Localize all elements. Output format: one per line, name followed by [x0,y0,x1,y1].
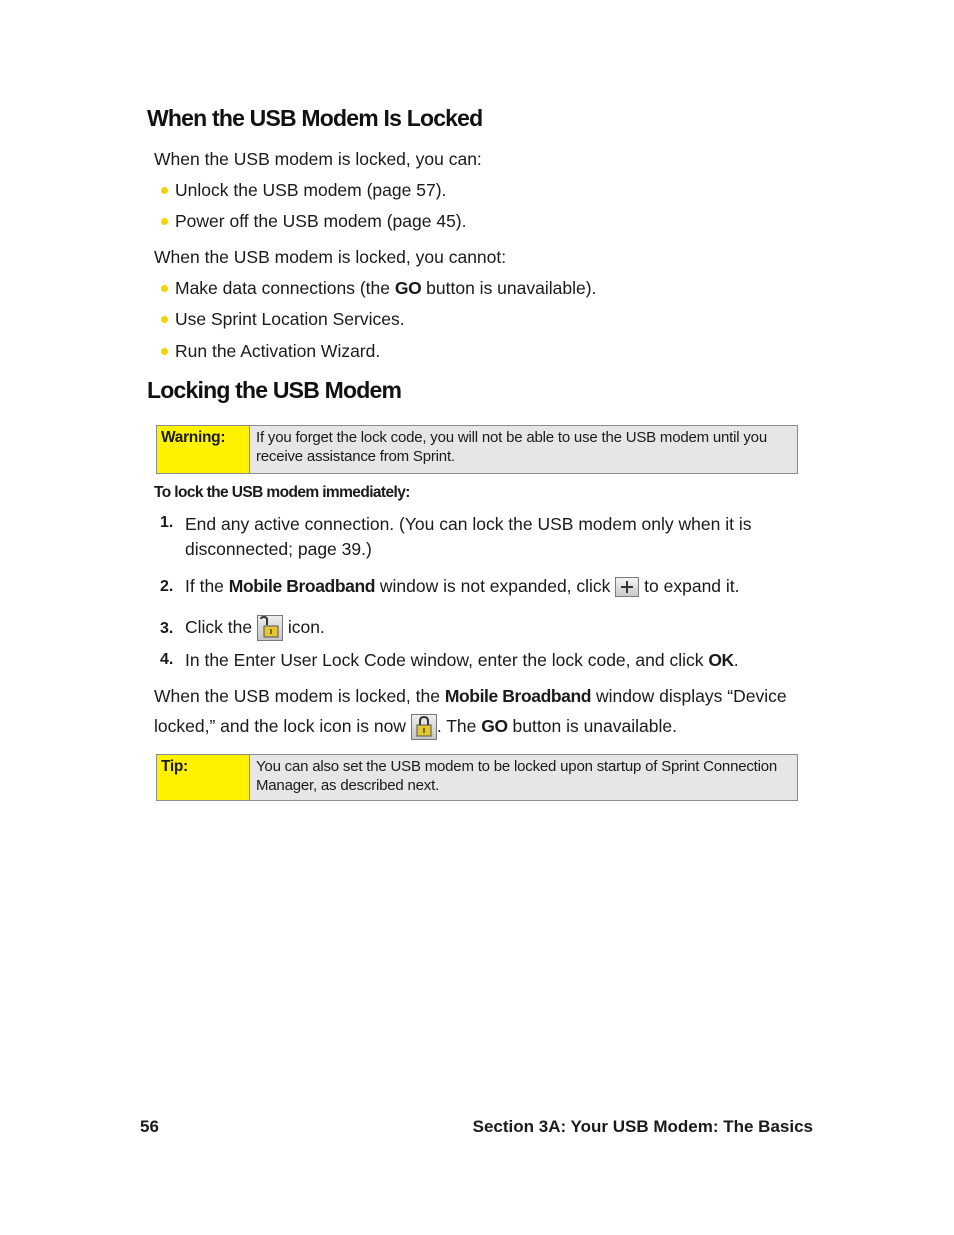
unlocked-padlock-icon[interactable] [257,615,283,641]
bullet-icon [161,187,168,194]
result-line-1: When the USB modem is locked, the Mobile Broadband window displays “Device [154,686,787,706]
cannot-item-2: Use Sprint Location Services. [175,309,405,329]
section-heading-locking: Locking the USB Modem [147,377,402,403]
cannot-intro: When the USB modem is locked, you cannot: [154,247,507,267]
step-2-text: If the Mobile Broadband window is not expanded, click to expand it. [185,576,740,596]
page-number: 56 [140,1117,159,1136]
cannot-item-3: Run the Activation Wizard. [175,341,381,361]
footer-section-title: Section 3A: Your USB Modem: The Basics [472,1117,813,1136]
tip-box [156,754,798,801]
step-3-text: Click the icon. [185,612,325,642]
result-line-2: locked,” and the lock icon is now . The GO button is unavailable. [154,711,677,741]
tip-label: Tip: [157,755,250,800]
tip-text: You can also set the USB modem to be locked upon startup of Sprint Connection Manager, as described next. [250,755,797,800]
bullet-icon [161,316,168,323]
can-item-2: Power off the USB modem (page 45). [175,211,467,231]
step-number: 4. [160,651,174,668]
bullet-icon [161,285,168,292]
section-heading-locked: When the USB Modem Is Locked [147,105,483,131]
warning-text: If you forget the lock code, you will not be able to use the USB modem until you receive assistance from Sprint. [250,426,797,473]
step-number: 2. [160,578,174,595]
step-number: 1. [160,514,174,531]
step-1-text: End any active connection. (You can lock the USB modem only when it is disconnected; page 39.) [185,514,752,559]
bullet-icon [161,348,168,355]
cannot-item-1: Make data connections (the GO button is unavailable). [175,278,597,298]
can-item-1: Unlock the USB modem (page 57). [175,180,447,200]
bullet-icon [161,218,168,225]
warning-box [156,425,798,474]
procedure-title: To lock the USB modem immediately: [154,484,410,501]
locked-padlock-icon [411,714,437,740]
can-intro: When the USB modem is locked, you can: [154,149,482,169]
warning-label: Warning: [157,426,250,473]
expand-plus-icon[interactable] [615,577,639,597]
step-4-text: In the Enter User Lock Code window, enter the lock code, and click OK. [185,650,739,670]
step-number: 3. [160,620,174,637]
